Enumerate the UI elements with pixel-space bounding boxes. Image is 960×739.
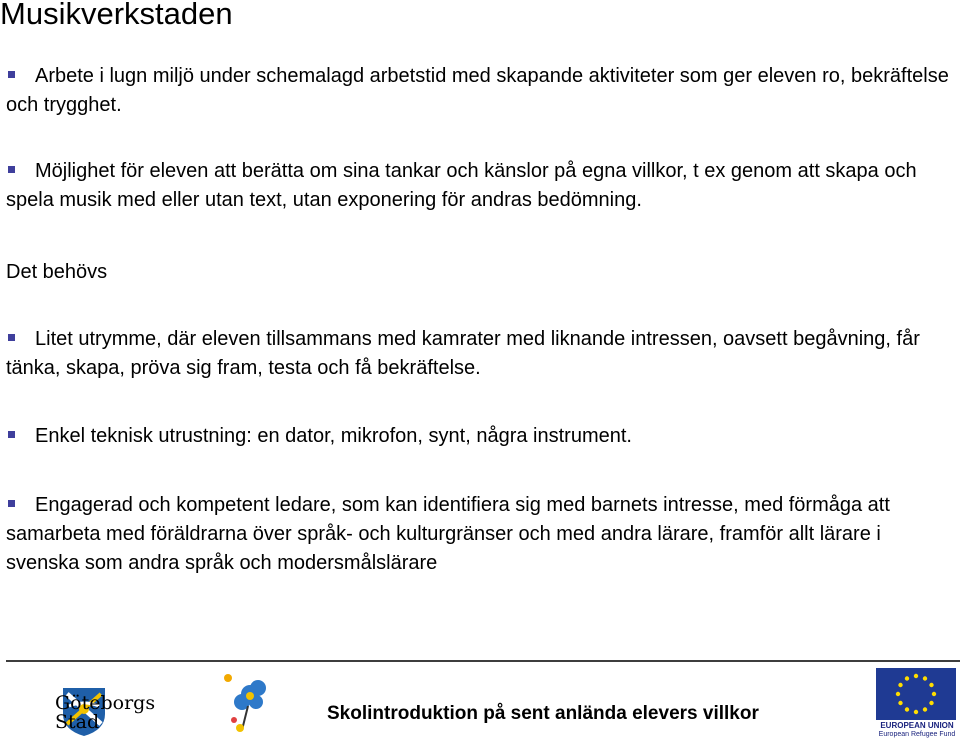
city-logo-line2: Stad <box>55 711 100 733</box>
bullet-item-2 <box>6 157 951 215</box>
bullet-text-3: Litet utrymme, där eleven tillsammans med kamrater med liknande intressen, oavsett begåvning, får tänka, skapa, pröva sig fram, testa och få bekräftelse. <box>6 328 920 379</box>
footer-divider <box>6 660 960 662</box>
eu-label-line2: European Refugee Fund <box>878 731 956 738</box>
eu-flag-icon <box>876 668 956 720</box>
city-logo-text <box>55 694 155 732</box>
bullet-text-1: Arbete i lugn miljö under schemalagd arbetstid med skapande aktiviteter som ger eleven ro, bekräftelse och trygghet. <box>6 65 949 116</box>
square-bullet-icon <box>8 431 15 438</box>
bullet-text-5: Engagerad och kompetent ledare, som kan identifiera sig med barnets intresse, med förmåga att samarbeta med föräldrarna över språk- och kulturgränser och med andra lärare, framför allt lärare i svenska som andra språk och modersmålslärare <box>6 494 890 574</box>
bullet-text-4: Enkel teknisk utrustning: en dator, mikrofon, synt, några instrument. <box>35 425 632 447</box>
flower-logo <box>220 672 270 738</box>
footer-caption: Skolintroduktion på sent anlända elevers villkor <box>327 703 759 724</box>
square-bullet-icon <box>8 500 15 507</box>
bullet-item-1 <box>6 62 951 120</box>
eu-label <box>877 721 957 739</box>
page-title: Musikverkstaden <box>0 0 233 31</box>
square-bullet-icon <box>8 166 15 173</box>
section-heading: Det behövs <box>6 261 108 283</box>
bullet-item-4 <box>6 422 951 451</box>
bullet-item-3 <box>6 325 951 383</box>
bullet-item-5 <box>6 491 951 578</box>
city-logo-line1: Göteborgs <box>55 692 156 714</box>
bullet-text-2: Möjlighet för eleven att berätta om sina tankar och känslor på egna villkor, t ex genom att skapa och spela musik med eller utan text, utan exponering för andras bedömning. <box>6 160 917 211</box>
square-bullet-icon <box>8 71 15 78</box>
square-bullet-icon <box>8 334 15 341</box>
eu-label-line1: EUROPEAN UNION <box>880 721 954 730</box>
